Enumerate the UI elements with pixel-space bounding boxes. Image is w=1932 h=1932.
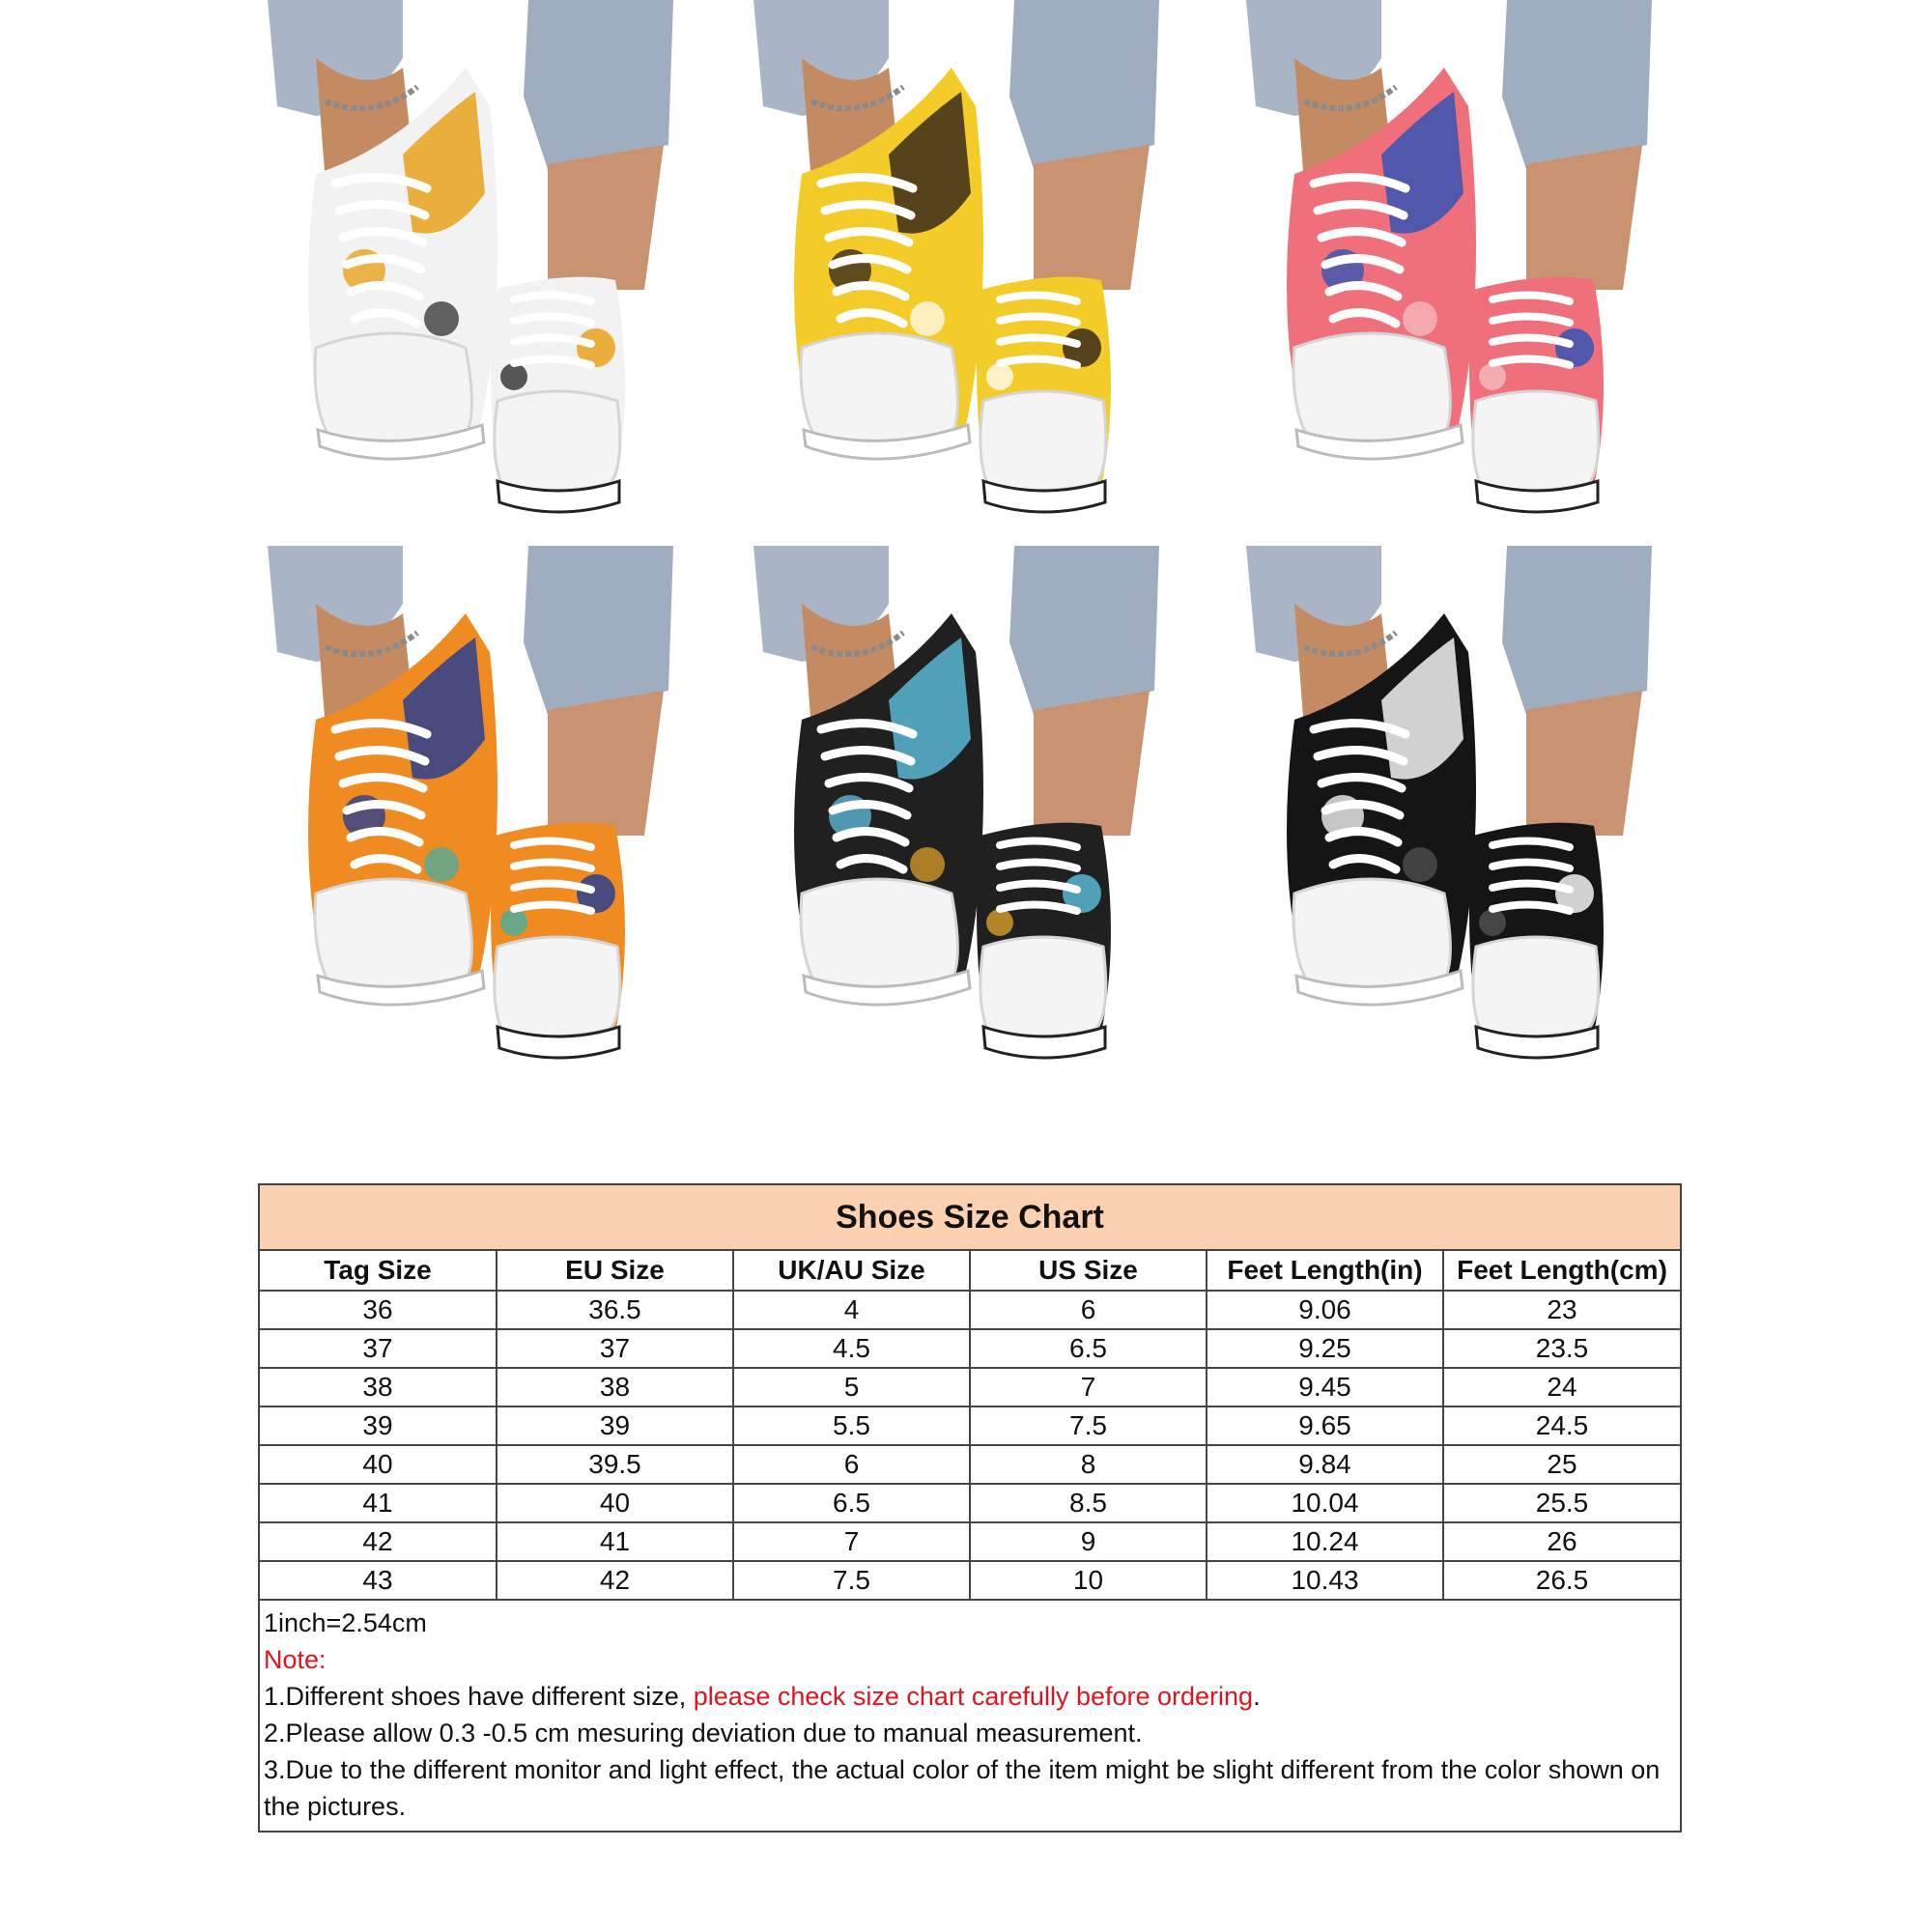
table-cell: 36: [260, 1291, 497, 1329]
toe-cap-right: [1473, 937, 1599, 1037]
toe-cap-left: [315, 879, 471, 993]
table-row: [260, 1522, 1680, 1561]
photo-sneaker-6: [1236, 546, 1681, 1067]
sneaker-pair-illustration: [1236, 0, 1681, 522]
table-cell: 39: [497, 1406, 733, 1445]
table-cell: 10: [970, 1561, 1207, 1600]
table-cell: 25.5: [1443, 1484, 1680, 1522]
toe-cap-left: [801, 879, 957, 993]
sneaker-pair-illustration: [1236, 546, 1681, 1067]
table-row: [260, 1329, 1680, 1368]
jeans-right: [524, 546, 673, 715]
table-cell: 7: [970, 1368, 1207, 1406]
pattern-dot: [910, 301, 945, 336]
pattern-dot: [986, 909, 1013, 936]
pattern-dot: [500, 363, 527, 390]
size-table: [260, 1251, 1680, 1601]
photo-sneaker-4: [258, 546, 702, 1067]
sneaker-pair-illustration: [744, 546, 1188, 1067]
table-cell: 9.25: [1207, 1329, 1443, 1368]
table-cell: 23.5: [1443, 1329, 1680, 1368]
table-cell: 6.5: [733, 1484, 970, 1522]
size-chart: [258, 1183, 1682, 1833]
table-cell: 40: [260, 1445, 497, 1484]
table-cell: 41: [497, 1522, 733, 1561]
table-cell: 10.04: [1207, 1484, 1443, 1522]
ankle-right: [1526, 691, 1642, 836]
toe-cap-right: [980, 391, 1106, 491]
table-cell: 39: [260, 1406, 497, 1445]
table-cell: 6: [970, 1291, 1207, 1329]
column-header: Feet Length(cm): [1443, 1251, 1680, 1291]
sneaker-pair-illustration: [258, 546, 702, 1067]
sneaker-pair-illustration: [744, 0, 1188, 522]
pattern-dot: [424, 847, 459, 882]
table-cell: 9.06: [1207, 1291, 1443, 1329]
note-1-text: 1.Different shoes have different size,: [264, 1682, 687, 1711]
table-cell: 36.5: [497, 1291, 733, 1329]
toe-cap-right: [980, 937, 1106, 1037]
table-cell: 38: [260, 1368, 497, 1406]
column-header: EU Size: [497, 1251, 733, 1291]
table-cell: 4.5: [733, 1329, 970, 1368]
table-cell: 4: [733, 1291, 970, 1329]
column-header: UK/AU Size: [733, 1251, 970, 1291]
table-cell: 5: [733, 1368, 970, 1406]
toe-cap-right: [495, 937, 620, 1037]
table-cell: 10.43: [1207, 1561, 1443, 1600]
table-cell: 5.5: [733, 1406, 970, 1445]
sneaker-pair-illustration: [258, 0, 702, 522]
table-cell: 10.24: [1207, 1522, 1443, 1561]
note-1-end: .: [1253, 1682, 1261, 1711]
size-table-body: [260, 1291, 1680, 1600]
toe-cap-right: [495, 391, 620, 491]
pattern-dot: [424, 301, 459, 336]
table-cell: 26: [1443, 1522, 1680, 1561]
table-row: [260, 1291, 1680, 1329]
table-cell: 41: [260, 1484, 497, 1522]
size-table-header-row: [260, 1251, 1680, 1291]
column-header: Feet Length(in): [1207, 1251, 1443, 1291]
toe-cap-left: [801, 333, 957, 447]
pattern-dot: [500, 909, 527, 936]
note-1: [264, 1678, 1676, 1715]
note-1-warning: please check size chart carefully before ordering: [686, 1682, 1254, 1711]
column-header: US Size: [970, 1251, 1207, 1291]
table-row: [260, 1484, 1680, 1522]
jeans-right: [1009, 546, 1159, 715]
table-cell: 7.5: [733, 1561, 970, 1600]
table-cell: 26.5: [1443, 1561, 1680, 1600]
table-cell: 42: [260, 1522, 497, 1561]
table-cell: 24: [1443, 1368, 1680, 1406]
ankle-right: [548, 145, 664, 290]
table-cell: 38: [497, 1368, 733, 1406]
table-cell: 24.5: [1443, 1406, 1680, 1445]
note-3: 3.Due to the different monitor and light effect, the actual color of the item might be slight different from the color shown on the pictures.: [264, 1755, 1661, 1821]
pattern-dot: [986, 363, 1013, 390]
pattern-dot: [1479, 363, 1506, 390]
table-cell: 7: [733, 1522, 970, 1561]
toe-cap-left: [1293, 333, 1450, 447]
pattern-dot: [910, 847, 945, 882]
table-cell: 37: [260, 1329, 497, 1368]
size-chart-title: Shoes Size Chart: [260, 1185, 1680, 1251]
note-2: 2.Please allow 0.3 -0.5 cm mesuring deviation due to manual measurement.: [264, 1719, 1143, 1747]
photo-sneaker-1: [258, 0, 702, 522]
table-cell: 42: [497, 1561, 733, 1600]
pattern-dot: [1479, 909, 1506, 936]
table-cell: 39.5: [497, 1445, 733, 1484]
table-cell: 6: [733, 1445, 970, 1484]
table-cell: 7.5: [970, 1406, 1207, 1445]
table-cell: 9.65: [1207, 1406, 1443, 1445]
table-cell: 43: [260, 1561, 497, 1600]
pattern-dot: [1403, 847, 1437, 882]
toe-cap-right: [1473, 391, 1599, 491]
table-cell: 9: [970, 1522, 1207, 1561]
conversion-note: 1inch=2.54cm: [264, 1608, 427, 1637]
jeans-right: [1502, 0, 1652, 169]
toe-cap-left: [315, 333, 471, 447]
column-header: Tag Size: [260, 1251, 497, 1291]
table-cell: 9.84: [1207, 1445, 1443, 1484]
photo-sneaker-3: [1236, 0, 1681, 522]
table-cell: 8: [970, 1445, 1207, 1484]
size-notes: [260, 1601, 1680, 1831]
note-label: Note:: [264, 1645, 327, 1674]
photo-sneaker-2: [744, 0, 1188, 522]
ankle-right: [1526, 145, 1642, 290]
jeans-right: [1502, 546, 1652, 715]
table-cell: 37: [497, 1329, 733, 1368]
table-row: [260, 1445, 1680, 1484]
table-cell: 6.5: [970, 1329, 1207, 1368]
jeans-right: [524, 0, 673, 169]
table-cell: 40: [497, 1484, 733, 1522]
table-cell: 8.5: [970, 1484, 1207, 1522]
ankle-right: [1034, 145, 1150, 290]
toe-cap-left: [1293, 879, 1450, 993]
table-row: [260, 1368, 1680, 1406]
table-row: [260, 1561, 1680, 1600]
pattern-dot: [1403, 301, 1437, 336]
table-cell: 9.45: [1207, 1368, 1443, 1406]
ankle-right: [548, 691, 664, 836]
photo-sneaker-5: [744, 546, 1188, 1067]
table-row: [260, 1406, 1680, 1445]
ankle-right: [1034, 691, 1150, 836]
jeans-right: [1009, 0, 1159, 169]
table-cell: 23: [1443, 1291, 1680, 1329]
table-cell: 25: [1443, 1445, 1680, 1484]
